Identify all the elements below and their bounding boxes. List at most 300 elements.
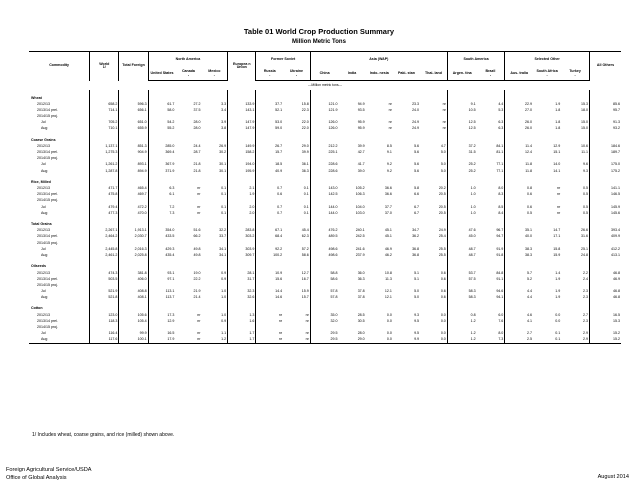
- row-label: 2014/15 proj.: [29, 114, 90, 120]
- table-cell: 0.7: [277, 210, 283, 215]
- table-cell: 0.5: [561, 186, 589, 192]
- table-cell: 2,445.8: [90, 246, 119, 252]
- table-cell: nr: [197, 204, 201, 209]
- footer-agency: Foreign Agricultural Service/USDA: [6, 467, 92, 473]
- table-cell: 1.0: [202, 295, 228, 301]
- table-cell: 66.2: [193, 234, 201, 239]
- table-cell: 37.7: [275, 101, 283, 106]
- table-cell: 0.0: [420, 337, 447, 344]
- table-cell: 24.4: [193, 143, 201, 148]
- row-label: Jul: [29, 331, 90, 337]
- table-cell: 20.2: [420, 186, 447, 192]
- table-cell: 9.5: [414, 318, 420, 323]
- table-cell: 12.7: [283, 270, 310, 276]
- row-label: Aug: [29, 168, 90, 174]
- table-cell: nr: [197, 210, 201, 215]
- table-cell: 474.3: [90, 270, 119, 276]
- table-cell: 147.9: [228, 120, 256, 126]
- table-cell: 893.1: [119, 162, 148, 168]
- table-cell: 2,016.3: [119, 246, 148, 252]
- table-cell: 369.4: [165, 150, 175, 155]
- table-cell: nr: [557, 186, 561, 191]
- table-cell: 0.1: [555, 331, 561, 336]
- table-cell: 1.0: [470, 210, 476, 215]
- table-cell: 0.0: [386, 318, 392, 323]
- row-label: Jul: [29, 289, 90, 295]
- table-cell: 7.2: [169, 204, 175, 209]
- table-cell: 8.3: [477, 192, 505, 198]
- col-header-former-soviet: Former Soviet: [256, 52, 310, 68]
- table-cell: 28.5: [357, 312, 365, 317]
- table-cell: 10.6: [561, 144, 589, 150]
- col-header-south-africa: South Africa -: [533, 67, 561, 81]
- table-cell: nr: [197, 331, 201, 336]
- table-cell: 5.6: [414, 143, 420, 148]
- table-cell: 14.6: [275, 295, 283, 300]
- table-cell: 1.2: [202, 337, 228, 344]
- table-cell: 37.8: [357, 295, 365, 300]
- col-header-total-foreign: Total Foreign: [119, 52, 148, 81]
- table-cell: 476.2: [328, 228, 338, 233]
- table-cell: 6.6: [414, 192, 420, 197]
- table-cell: 2.4: [561, 276, 589, 282]
- table-cell: 121.9: [328, 107, 338, 112]
- table-cell: 5.0: [420, 168, 447, 174]
- table-cell: 5.3: [477, 108, 505, 114]
- footer-date: August 2014: [597, 474, 629, 480]
- row-label: 2014/15 proj.: [29, 283, 90, 289]
- table-cell: 34.7: [412, 228, 420, 233]
- table-cell: 93.1: [167, 270, 175, 275]
- table-cell: 26.9: [202, 144, 228, 150]
- table-cell: 144.0: [328, 210, 338, 215]
- table-cell: 465.4: [119, 186, 148, 192]
- table-body: [29, 81, 621, 344]
- table-cell: 29.0: [283, 144, 310, 150]
- footer-source: [6, 466, 92, 482]
- table-cell: 5.1: [414, 270, 420, 275]
- table-cell: 51.6: [193, 228, 201, 233]
- table-cell: 283.8: [228, 228, 256, 234]
- table-cell: 53.7: [468, 270, 476, 275]
- row-label: 2014/15 proj.: [29, 156, 90, 162]
- col-header-india: India: [339, 67, 366, 81]
- table-cell: 521.9: [90, 289, 119, 295]
- table-cell: 40.9: [275, 168, 283, 173]
- table-cell: 45.0: [468, 234, 476, 239]
- table-cell: 12.1: [384, 288, 392, 293]
- table-cell: 46.8: [613, 288, 620, 293]
- table-cell: 12.9: [167, 318, 175, 323]
- table-cell: 184.6: [611, 143, 620, 148]
- table-cell: 47.6: [468, 228, 476, 233]
- table-cell: 32.6: [228, 295, 256, 301]
- row-label: Jul: [29, 204, 90, 210]
- table-cell: 23.3: [412, 101, 420, 106]
- table-cell: 15.7: [275, 150, 283, 155]
- table-cell: 1.9: [555, 276, 561, 281]
- table-cell: 0.8: [527, 186, 533, 191]
- table-cell: 36.3: [357, 276, 365, 281]
- table-cell: 2,030.7: [119, 234, 148, 240]
- table-cell: 36.8: [412, 246, 420, 251]
- table-cell: 0.5: [527, 210, 533, 215]
- table-cell: 9.6: [561, 162, 589, 168]
- table-cell: 58.0: [167, 107, 175, 112]
- table-cell: 521.8: [90, 295, 119, 301]
- table-cell: 1.8: [555, 107, 561, 112]
- table-cell: 489.5: [328, 234, 338, 239]
- table-cell: 381.8: [119, 270, 148, 276]
- col-header-all-others: All Others: [589, 52, 621, 81]
- units-label: ---Million metric tons---: [308, 82, 342, 87]
- table-cell: 8.5: [386, 143, 392, 148]
- table-cell: 29.0: [339, 337, 366, 344]
- table-cell: 15.2: [613, 331, 620, 336]
- row-label: 2012/13: [29, 312, 90, 318]
- table-cell: 28.0: [193, 120, 201, 125]
- table-cell: 237.9: [355, 252, 365, 257]
- table-cell: nr: [388, 101, 392, 106]
- table-cell: 2.2: [561, 270, 589, 276]
- table-cell: 894.9: [119, 168, 148, 174]
- table-cell: 25.5: [420, 253, 447, 259]
- table-cell: 94.7: [477, 234, 505, 240]
- table-cell: 14.1: [553, 168, 561, 173]
- table-cell: 1,261.2: [90, 162, 119, 168]
- table-cell: 24.9: [420, 228, 447, 234]
- table-cell: 5.6: [414, 150, 420, 155]
- col-header-north-america: North America: [148, 52, 228, 68]
- table-cell: 2.3: [561, 295, 589, 301]
- table-cell: 1,287.8: [90, 168, 119, 174]
- table-cell: nr: [197, 312, 201, 317]
- table-cell: 212.2: [328, 143, 338, 148]
- table-cell: 57.8: [330, 295, 338, 300]
- table-cell: 28.7: [193, 150, 201, 155]
- table-cell: 189.7: [611, 150, 620, 155]
- row-label: 2012/13: [29, 144, 90, 150]
- table-cell: 104.0: [355, 204, 365, 209]
- table-cell: 77.1: [477, 162, 505, 168]
- table-cell: 28.0: [357, 331, 365, 336]
- col-header-commodity: Commodity: [29, 52, 90, 81]
- table-cell: 9.3: [414, 312, 420, 317]
- table-cell: 5.0: [414, 288, 420, 293]
- table-cell: 0.0: [555, 318, 561, 323]
- table-cell: 39.9: [357, 143, 365, 148]
- table-cell: 58.8: [330, 270, 338, 275]
- table-cell: 1.2: [447, 337, 476, 344]
- table-cell: 14.7: [553, 228, 561, 233]
- table-cell: 29.5: [330, 331, 338, 336]
- table-cell: 1.9: [228, 192, 256, 198]
- table-cell: 31.7: [228, 276, 256, 282]
- table-cell: 14.4: [275, 288, 283, 293]
- table-cell: 49.8: [193, 246, 201, 251]
- table-cell: 6.7: [414, 210, 420, 215]
- table-cell: 8.4: [477, 210, 505, 216]
- table-cell: 5.1: [414, 276, 420, 281]
- col-header-selected-other: Selected Other: [505, 52, 590, 68]
- table-cell: 12.5: [468, 120, 476, 125]
- row-label: 2013/14 prel.: [29, 319, 90, 325]
- table-cell: 175.0: [611, 162, 620, 167]
- table-cell: 0.0: [555, 312, 561, 317]
- table-cell: 28.1: [228, 270, 256, 276]
- col-header-south-america: South America: [447, 52, 505, 68]
- table-cell: 34.1: [202, 246, 228, 252]
- row-label: 2012/13: [29, 270, 90, 276]
- table-cell: 6.0: [477, 312, 505, 318]
- table-cell: 93.2: [613, 126, 620, 131]
- table-row: [29, 337, 621, 344]
- table-cell: 0.6: [420, 289, 447, 295]
- table-cell: 95.7: [613, 107, 620, 112]
- table-cell: 5.8: [414, 186, 420, 191]
- table-cell: 6.7: [414, 204, 420, 209]
- table-cell: 25.2: [468, 162, 476, 167]
- table-cell: 97.1: [167, 276, 175, 281]
- table-cell: 1.0: [470, 204, 476, 209]
- table-cell: 2.3: [561, 319, 589, 325]
- table-cell: 15.1: [553, 150, 561, 155]
- row-label: 2014/15 proj.: [29, 240, 90, 246]
- table-cell: 10.5: [468, 107, 476, 112]
- table-cell: 94.6: [477, 289, 505, 295]
- col-header-pakistan: Paki- stan: [393, 67, 420, 81]
- table-cell: 36.8: [412, 252, 420, 257]
- table-cell: 38.3: [525, 246, 533, 251]
- table-cell: 24.8: [561, 253, 589, 259]
- table-cell: 158.2: [228, 150, 256, 156]
- table-cell: 4.4: [477, 101, 505, 107]
- table-cell: 32.2: [202, 228, 228, 234]
- table-cell: 9.2: [386, 162, 392, 167]
- table-cell: 21.4: [193, 295, 201, 300]
- table-cell: 21.8: [193, 162, 201, 167]
- table-cell: 0.1: [533, 337, 561, 344]
- crop-production-table: [29, 51, 621, 344]
- table-cell: 309.7: [228, 253, 256, 259]
- table-cell: 5.6: [414, 162, 420, 167]
- table-cell: 0.1: [283, 186, 310, 192]
- table-cell: 105.6: [119, 312, 148, 318]
- col-header-mexico: Mexico -: [202, 67, 228, 81]
- table-cell: 1.2: [470, 318, 476, 323]
- table-cell: 22.3: [283, 108, 310, 114]
- table-cell: 0.1: [283, 204, 310, 210]
- table-cell: 37.5: [193, 107, 201, 112]
- table-cell: 40.0: [525, 234, 533, 239]
- col-header-argentina: Argen- tina: [447, 67, 476, 81]
- table-cell: 1,137.1: [90, 144, 119, 150]
- table-cell: 851.3: [119, 144, 148, 150]
- table-cell: 0.0: [366, 337, 393, 344]
- table-cell: 1.0: [470, 192, 476, 197]
- table-cell: 4.4: [527, 295, 533, 300]
- table-cell: 408.8: [119, 289, 148, 295]
- table-cell: 58.6: [330, 276, 338, 281]
- table-cell: 26.0: [525, 126, 533, 131]
- table-cell: 0.1: [202, 210, 228, 216]
- table-cell: 16.5: [167, 331, 175, 336]
- table-cell: 5.0: [414, 295, 420, 300]
- table-cell: 17.1: [553, 234, 561, 239]
- table-cell: 5.0: [420, 162, 447, 168]
- table-cell: 99.9: [119, 331, 148, 337]
- table-cell: 228.6: [328, 168, 338, 173]
- table-cell: 36.6: [384, 192, 392, 197]
- table-cell: 651.0: [119, 120, 148, 126]
- table-cell: 20.5: [420, 204, 447, 210]
- row-label: 2013/14 prel.: [29, 150, 90, 156]
- table-cell: 0.6: [420, 276, 447, 282]
- table-cell: 121.0: [328, 101, 338, 106]
- table-cell: 68.4: [275, 234, 283, 239]
- table-cell: 1.0: [202, 312, 228, 318]
- table-cell: 0.5: [561, 192, 589, 198]
- table-cell: 45.1: [384, 234, 392, 239]
- table-cell: 142.5: [328, 192, 338, 197]
- table-cell: 20.5: [420, 210, 447, 216]
- table-cell: 58.3: [468, 288, 476, 293]
- table-cell: 46.8: [613, 295, 620, 300]
- table-cell: 472.2: [119, 204, 148, 210]
- table-cell: 15.8: [283, 101, 310, 107]
- table-cell: nr: [420, 108, 447, 114]
- table-cell: 15.0: [561, 120, 589, 126]
- table-cell: 714.1: [90, 108, 119, 114]
- table-cell: 41.7: [357, 162, 365, 167]
- table-cell: 5.6: [414, 168, 420, 173]
- table-cell: 116.4: [90, 331, 119, 337]
- table-cell: 470.0: [119, 210, 148, 216]
- row-label: Jul: [29, 246, 90, 252]
- table-cell: 1.7: [228, 331, 256, 337]
- table-cell: 17.9: [148, 337, 175, 344]
- table-cell: 0.6: [420, 295, 447, 301]
- table-cell: 241.6: [355, 246, 365, 251]
- table-cell: 4.7: [420, 144, 447, 150]
- table-cell: nr: [388, 120, 392, 125]
- table-cell: 19.0: [193, 270, 201, 275]
- table-cell: 96.7: [477, 228, 505, 234]
- table-cell: 10.8: [384, 270, 392, 275]
- table-cell: nr: [420, 126, 447, 132]
- table-cell: 145.9: [611, 204, 620, 209]
- table-cell: 2,461.2: [90, 253, 119, 259]
- table-cell: nr: [557, 204, 561, 209]
- table-cell: 33.7: [202, 234, 228, 240]
- table-cell: 27.0: [525, 107, 533, 112]
- table-cell: 14.0: [553, 162, 561, 167]
- table-cell: 18.0: [561, 108, 589, 114]
- table-cell: 2.9: [561, 331, 589, 337]
- table-cell: 42.7: [357, 150, 365, 155]
- table-cell: 1.9: [555, 288, 561, 293]
- table-cell: 2.0: [228, 204, 256, 210]
- table-cell: 48.7: [468, 252, 476, 257]
- section-label: Coarse Grains: [29, 137, 90, 143]
- table-cell: 0.6: [527, 192, 533, 197]
- table-cell: 9.1: [470, 101, 476, 106]
- col-header-european-union: Europea n Union: [228, 52, 256, 81]
- row-label: Aug: [29, 126, 90, 132]
- table-cell: nr: [388, 107, 392, 112]
- table-cell: 1.3: [228, 312, 256, 318]
- table-cell: 46.8: [613, 270, 620, 275]
- section-label: Rice, Milled: [29, 180, 90, 186]
- row-label: 2012/13: [29, 101, 90, 107]
- table-cell: 59.0: [275, 126, 283, 131]
- table-cell: 91.8: [477, 253, 505, 259]
- table-cell: 30.2: [202, 150, 228, 156]
- table-title: Table 01 World Crop Production Summary: [243, 27, 395, 36]
- table-cell: 2.0: [228, 210, 256, 216]
- table-cell: 31.5: [468, 150, 476, 155]
- table-cell: 2,464.2: [90, 234, 119, 240]
- table-cell: 133.9: [228, 101, 256, 107]
- table-cell: 62.3: [283, 234, 310, 240]
- table-cell: nr: [278, 331, 283, 336]
- table-cell: 0.9: [202, 319, 228, 325]
- table-cell: 45.1: [384, 228, 392, 233]
- table-cell: 471.7: [90, 186, 119, 192]
- table-cell: 11.1: [561, 150, 589, 156]
- table-cell: 35.1: [525, 228, 533, 233]
- table-cell: 25.1: [561, 246, 589, 252]
- table-cell: 39.0: [357, 168, 365, 173]
- table-cell: 20.5: [420, 192, 447, 198]
- col-header-brazil: Brazil -: [477, 67, 505, 81]
- table-cell: 412.2: [611, 246, 620, 251]
- table-cell: 17.3: [167, 312, 175, 317]
- table-cell: 26.0: [525, 120, 533, 125]
- table-cell: 29.5: [310, 337, 338, 344]
- table-cell: 84.8: [477, 270, 505, 276]
- table-cell: 596.3: [119, 101, 148, 107]
- table-cell: 91.3: [613, 120, 620, 125]
- table-cell: 10.9: [275, 270, 283, 275]
- col-header-china: China: [310, 67, 338, 81]
- section-label: Cotton: [29, 306, 90, 312]
- table-cell: 15.0: [561, 126, 589, 132]
- table-cell: 15.2: [589, 337, 621, 344]
- table-cell: 1,913.1: [119, 228, 148, 234]
- table-cell: 477.3: [90, 210, 119, 216]
- table-cell: 4.1: [527, 318, 533, 323]
- row-label: Aug: [29, 295, 90, 301]
- table-cell: 1,275.3: [90, 150, 119, 156]
- table-cell: 1.7: [228, 337, 256, 344]
- table-cell: 2.1: [228, 186, 256, 192]
- table-cell: 0.1: [202, 204, 228, 210]
- table-cell: 393.4: [611, 228, 620, 233]
- table-cell: 2.9: [561, 337, 589, 344]
- table-cell: 21.9: [193, 288, 201, 293]
- table-cell: 46.9: [384, 246, 392, 251]
- table-cell: 49.8: [193, 252, 201, 257]
- table-cell: 413.1: [611, 252, 620, 257]
- table-cell: 24.9: [412, 120, 420, 125]
- footnote: 1/ Includes wheat, coarse grains, and rice (milled) shown above.: [32, 432, 175, 438]
- table-cell: 0.6: [420, 270, 447, 276]
- table-subtitle: Million Metric Tons: [292, 39, 346, 45]
- col-header-canada: Canada -: [175, 67, 201, 81]
- table-cell: nr: [283, 337, 310, 344]
- table-cell: 30.5: [357, 318, 365, 323]
